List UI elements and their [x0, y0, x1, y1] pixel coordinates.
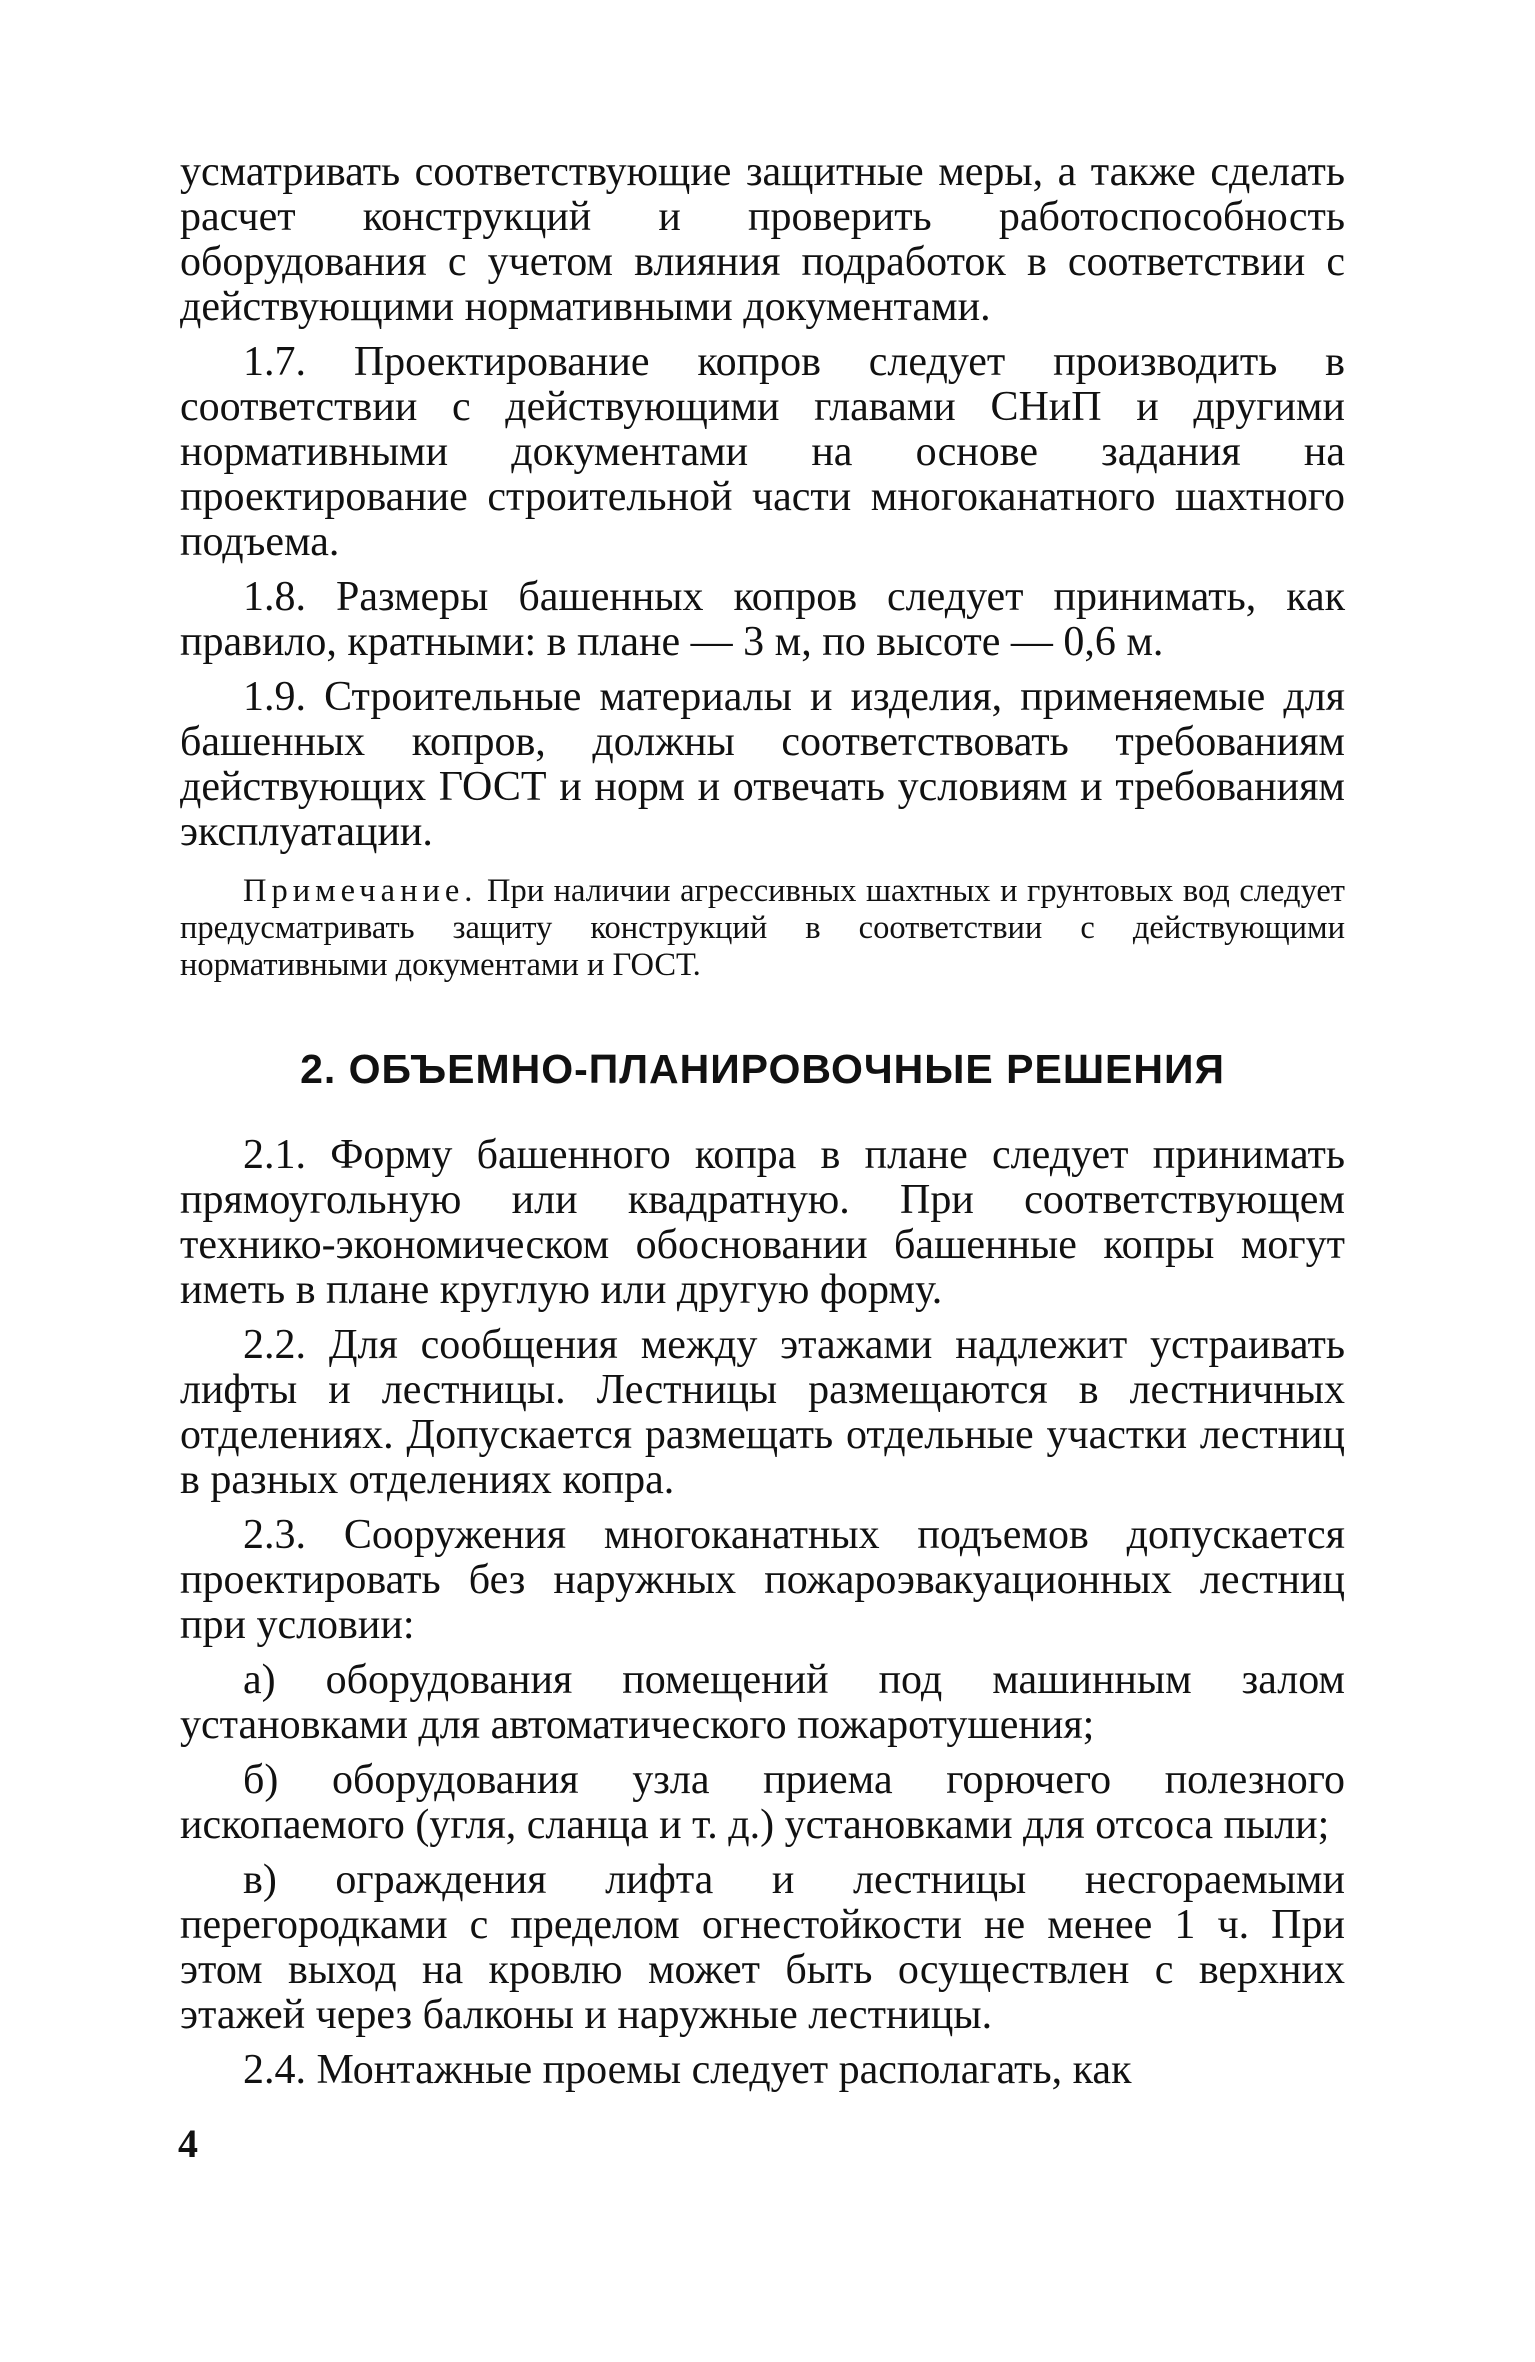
clause-text: Форму башенного копра в плане следует принимать прямоугольную или квадратную. При соответствующем технико-экономическом обосновании башенные копры могут иметь в плане круглую или другую форму.: [180, 1132, 1346, 1313]
condition-b: б) оборудования узла приема горючего полезного ископаемого (угля, сланца и т. д.) установками для отсоса пыли;: [180, 1757, 1345, 1848]
note-paragraph: [180, 873, 1345, 984]
clause-2-1: [180, 1133, 1345, 1313]
page-number: 4: [178, 2121, 198, 2166]
clause-number: 1.7.: [243, 339, 306, 385]
clause-text: Монтажные проемы следует располагать, как: [316, 2047, 1132, 2093]
clause-number: 2.4.: [243, 2047, 306, 2093]
clause-1-8: [180, 575, 1345, 665]
clause-number: 2.1.: [243, 1132, 306, 1178]
condition-a: а) оборудования помещений под машинным залом установками для автоматического пожаротушения;: [180, 1657, 1345, 1748]
clause-number: 2.2.: [243, 1322, 306, 1368]
clause-2-4: [180, 2048, 1345, 2093]
continued-paragraph: усматривать соответствующие защитные меры, а также сделать расчет конструкций и проверить работоспособность оборудования с учетом влияния подработок в соответствии с действующими нормативными документами.: [180, 149, 1345, 330]
clause-2-2: [180, 1323, 1345, 1503]
clause-text: Строительные материалы и изделия, применяемые для башенных копров, должны соответствовать требованиям действующих ГОСТ и норм и отвечать условиям и требованиям эксплуатации.: [180, 674, 1345, 855]
condition-c: в) ограждения лифта и лестницы несгораемыми перегородками с пределом огнестойкости не менее 1 ч. При этом выход на кровлю может быть осуществлен с верхних этажей через балконы и наружные лестницы.: [180, 1857, 1345, 2038]
document-page: [180, 150, 1345, 2103]
clause-1-7: [180, 340, 1345, 565]
clause-number: 1.9.: [243, 674, 306, 720]
clause-text: Сооружения многоканатных подъемов допускается проектировать без наружных пожароэвакуационных лестниц при условии:: [180, 1512, 1345, 1648]
note-label: Примечание.: [243, 873, 478, 909]
clause-number: 1.8.: [243, 574, 306, 620]
clause-2-3: [180, 1513, 1345, 1648]
clause-text: Проектирование копров следует производить в соответствии с действующими главами СНиП и другими нормативными документами на основе задания на проектирование строительной части многоканатного шахтного подъема.: [180, 339, 1346, 565]
note-text: При наличии агрессивных шахтных и грунтовых вод следует предусматривать защиту конструкций в соответствии с действующими нормативными документами и ГОСТ.: [180, 873, 1346, 983]
clause-text: Размеры башенных копров следует принимать, как правило, кратными: в плане — 3 м, по высоте — 0,6 м.: [180, 574, 1346, 665]
clause-text: Для сообщения между этажами надлежит устраивать лифты и лестницы. Лестницы размещаются в лестничных отделениях. Допускается размещать отдельные участки лестниц в разных отделениях копра.: [180, 1322, 1345, 1503]
clause-1-9: [180, 675, 1345, 855]
section-2-title: 2. ОБЪЕМНО-ПЛАНИРОВОЧНЫЕ РЕШЕНИЯ: [300, 1046, 1225, 1092]
clause-number: 2.3.: [243, 1512, 306, 1558]
